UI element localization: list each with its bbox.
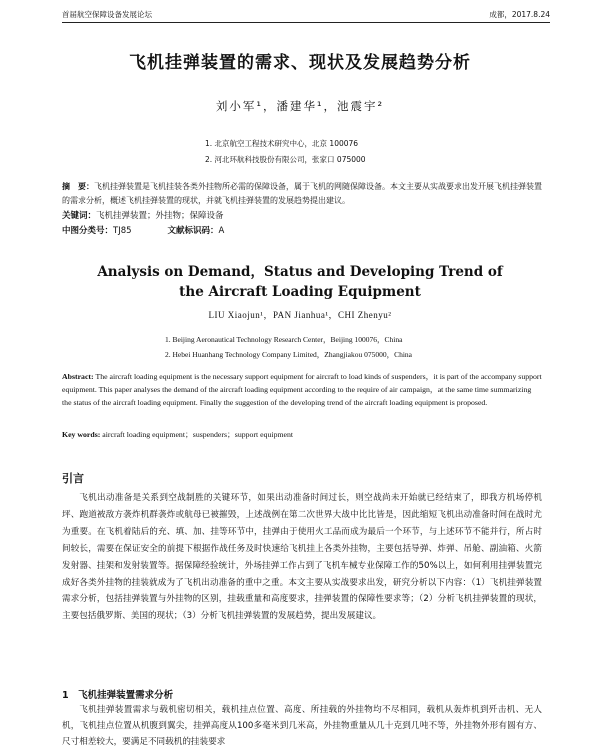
doc-code-label: 文献标识码： [167, 226, 219, 236]
english-affiliation-2: 2. Hebei Huanhang Technology Company Limited，Zhangjiakou 075000，China [165, 350, 413, 359]
english-keywords [62, 429, 293, 440]
chinese-abstract [62, 180, 542, 208]
doc-code-value: A [218, 226, 225, 236]
intro-heading: 引言 [62, 472, 84, 485]
running-header-left: 首届航空保障设备发展论坛 [62, 10, 152, 19]
english-title [0, 262, 600, 302]
chinese-affiliation-2: 2. 河北环航科技股份有限公司，张家口 075000 [205, 155, 366, 164]
english-title-line-2: the Aircraft Loading Equipment [179, 284, 421, 300]
intro-paragraph: 飞机出动准备是关系到空战制胜的关键环节，如果出动准备时间过长，则空战尚未开始就已经结束了，即我方机场停机坪、跑道被敌方袭炸机群袭炸或航母已被摧毁，上述战例在第二次世界大战中比比皆是，因此缩短飞机出动准备时间在战时尤为重要。在飞机着陆后的充、填、加、挂等环节中，挂弹由于使用火工品而成为最后一个环节，与上述环节不能并行，所占时间较长，需要在保证安全的前提下根据作战任务及时快速给飞机挂上各类外挂物，主要包括导弹、炸弹、吊舱、副油箱、火箭发射器、挂架和发射装置等。据保障经验统计，外场挂弹工作占到了飞机车械专业保障工作的50%以上，如何利用挂弹装置完成好各类外挂物的挂装就成为了飞机出动准备的重中之重。本文主要从实战要求出发，研究分析以下内容：（1）飞机挂弹装置需求分析，包括挂弹装置与外挂物的区别，挂载重量和高度要求，挂弹装置的保障性要求等；（2）分析飞机挂弹装置的现状，主要包括俄罗斯、美国的现状；（3）分析飞机挂弹装置的发展趋势，提出发展建议。 [62, 493, 542, 622]
english-title-line-1: Analysis on Demand，Status and Developing Trend of [97, 264, 503, 280]
english-authors: LIU Xiaojun¹，PAN Jianhua¹，CHI Zhenyu² [208, 310, 392, 320]
section-1-heading: 1 飞机挂弹装置需求分析 [62, 690, 174, 701]
chinese-keywords-text: 飞机挂弹装置；外挂物；保障设备 [96, 211, 224, 221]
clc-value: TJ85 [113, 226, 132, 236]
chinese-abstract-label: 摘 要： [62, 182, 94, 191]
running-header-right: 成都，2017.8.24 [489, 10, 550, 19]
english-affiliation-1: 1. Beijing Aeronautical Technology Research Center，Beijing 100076，China [165, 335, 403, 344]
chinese-keywords [62, 209, 224, 221]
english-keywords-text: aircraft loading equipment；suspenders；support equipment [102, 430, 294, 439]
chinese-authors: 刘小军¹，潘建华¹，池震宇² [215, 99, 385, 113]
chinese-title: 飞机挂弹装置的需求、现状及发展趋势分析 [129, 53, 471, 73]
section-1-paragraph: 飞机挂弹装置需求与载机密切相关，载机挂点位置、高度、所挂载的外挂物均不尽相同，载机从轰炸机到歼击机、无人机，飞机挂点位置从机腹到翼尖，挂弹高度从100多毫米到几米高，外挂物重量从几十克到几吨不等，外挂物外形有圆有方、尺寸相差较大，要满足不同载机的挂装要求 [62, 705, 542, 747]
english-abstract [62, 370, 542, 409]
english-keywords-label: Key words: [62, 430, 101, 439]
english-abstract-text: The aircraft loading equipment is the necessary support equipment for aircraft to load kinds of suspenders，it is part of the accompany support equipment. This paper analyses the demand of the aircraft loading equipment according to the require of air campaign，at the same time summarizing the status of the aircraft loading equipment. Finally the suggestion of the developing trend of the aircraft loading equipment is proposed. [62, 372, 542, 407]
classification-line [62, 224, 260, 236]
clc-label: 中图分类号： [62, 226, 114, 236]
chinese-abstract-text: 飞机挂弹装置是飞机挂装各类外挂物所必需的保障设备，属于飞机的网随保障设备。本文主要从实战要求出发开展飞机挂弹装置的需求分析，概述飞机挂弹装置的现状，并就飞机挂弹装置的发展趋势提出建议。 [62, 182, 542, 205]
running-header [62, 8, 550, 23]
chinese-keywords-label: 关键词： [62, 211, 97, 221]
english-abstract-label: Abstract: [62, 372, 94, 381]
chinese-affiliation-1: 1. 北京航空工程技术研究中心，北京 100076 [205, 139, 359, 148]
